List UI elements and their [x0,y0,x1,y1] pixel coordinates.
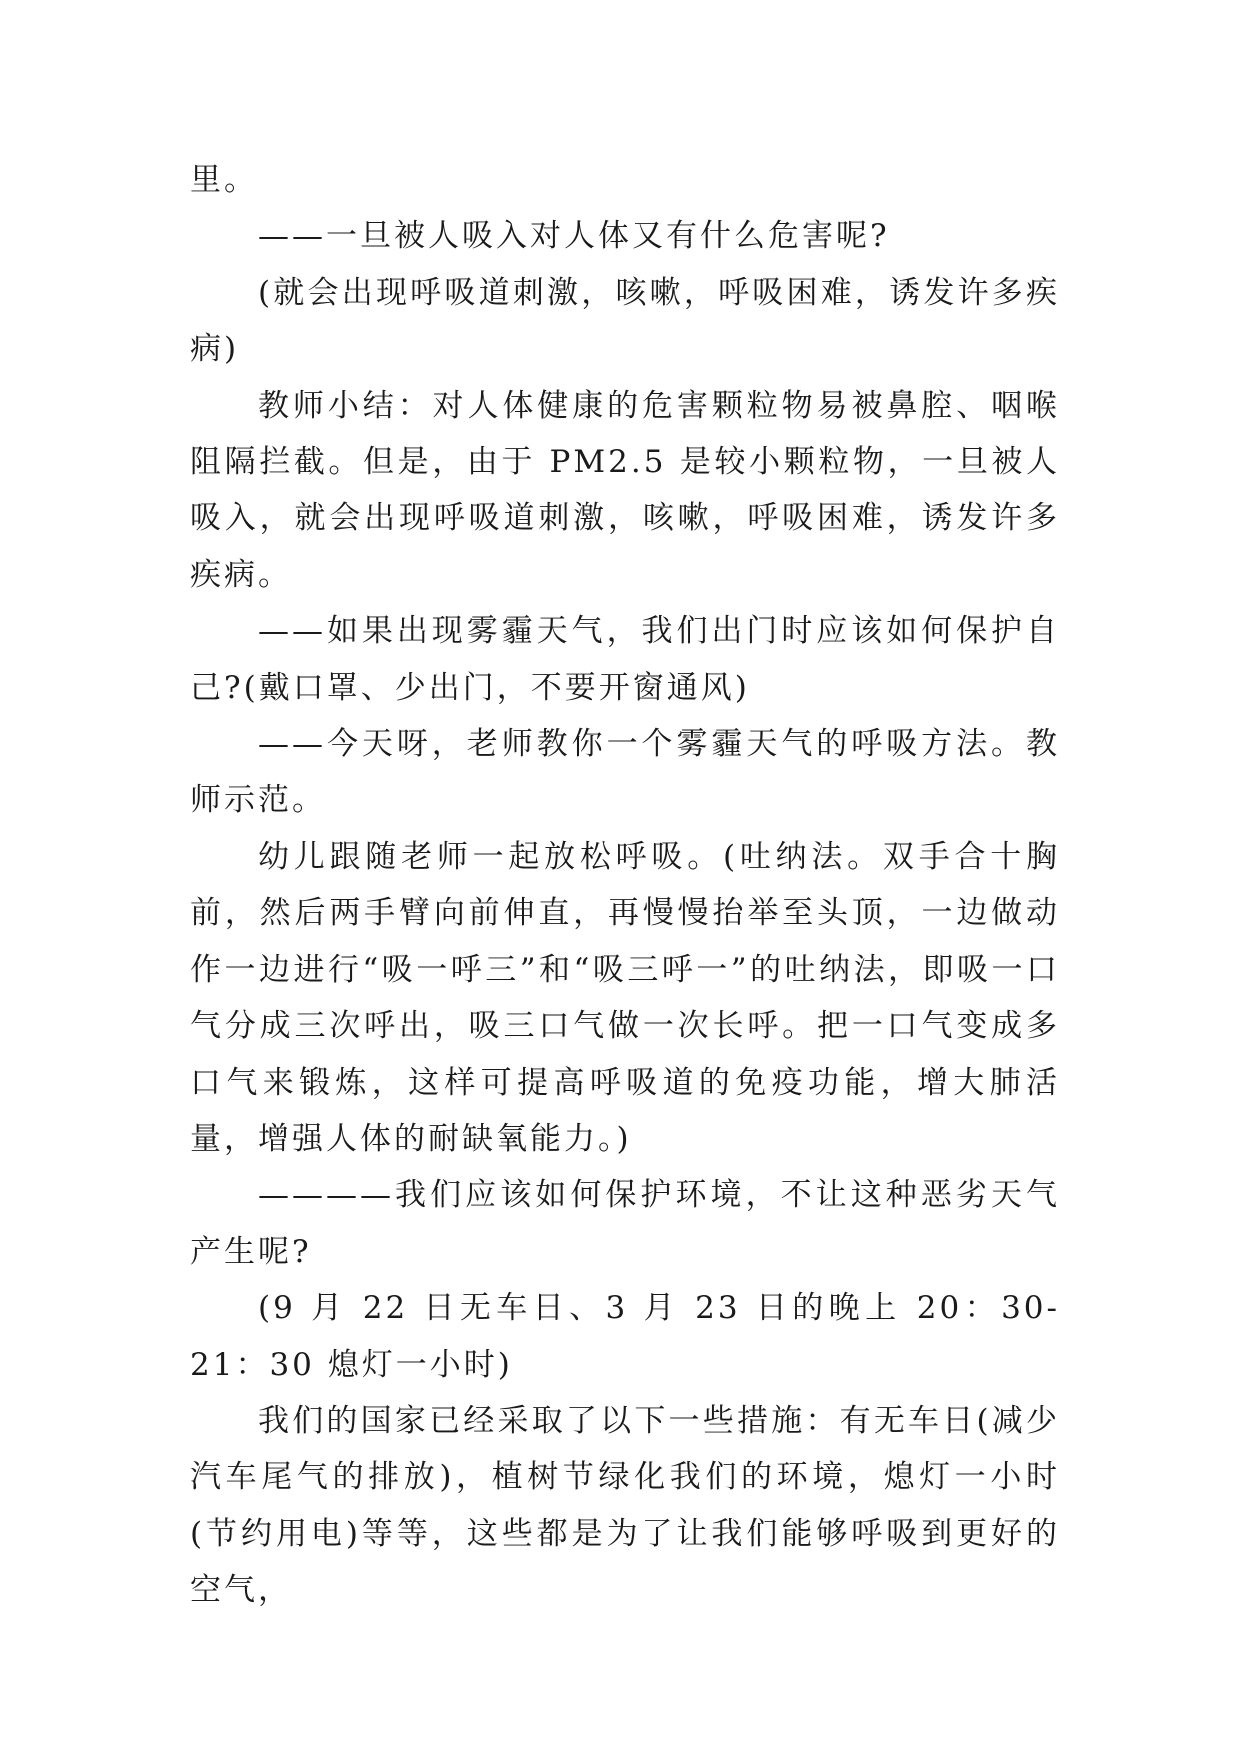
paragraph-teacher-summary: 教师小结：对人体健康的危害颗粒物易被鼻腔、咽喉阻隔拦截。但是，由于 PM2.5 是较小颗粒物，一旦被人吸入，就会出现呼吸道刺激，咳嗽，呼吸困难，诱发许多疾病。 [190,387,1060,593]
paragraph-breathing-exercise: 幼儿跟随老师一起放松呼吸。(吐纳法。双手合十胸前，然后两手臂向前伸直，再慢慢抬举至头顶，一边做动作一边进行“吸一呼三”和“吸三呼一”的吐纳法，即吸一口气分成三次呼出，吸三口气做一次长呼。把一口气变成多口气来锻炼，这样可提高呼吸道的免疫功能，增大肺活量，增强人体的耐缺氧能力。) [190,838,1060,1157]
document-body [190,152,1060,1619]
paragraph-breathing-method: ——今天呀，老师教你一个雾霾天气的呼吸方法。教师示范。 [190,726,1060,819]
paragraph-national-measures: 我们的国家已经采取了以下一些措施：有无车日(减少汽车尾气的排放)，植树节绿化我们的环境，熄灯一小时(节约用电)等等，这些都是为了让我们能够呼吸到更好的空气， [190,1402,1060,1609]
paragraph-question-environment: ————我们应该如何保护环境，不让这种恶劣天气产生呢? [190,1177,1060,1270]
paragraph-answer-dates: (9 月 22 日无车日、3 月 23 日的晚上 20：30-21：30 熄灯一小时) [190,1290,1060,1383]
paragraph-answer-harm: (就会出现呼吸道刺激，咳嗽，呼吸困难，诱发许多疾病) [190,274,1060,368]
paragraph-question-protect: ——如果出现雾霾天气，我们出门时应该如何保护自己?(戴口罩、少出门，不要开窗通风) [190,613,1060,706]
paragraph-continuation: 里。 [190,162,258,198]
paragraph-question-harm: ——一旦被人吸入对人体又有什么危害呢? [258,218,890,255]
